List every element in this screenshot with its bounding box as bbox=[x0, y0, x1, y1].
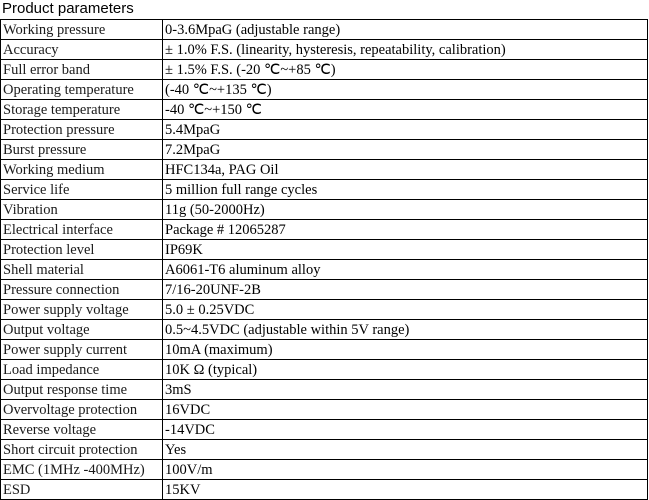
param-value: ± 1.5% F.S. (-20 ℃~+85 ℃) bbox=[163, 60, 648, 80]
param-value: 10K Ω (typical) bbox=[163, 360, 648, 380]
table-row bbox=[1, 260, 648, 280]
param-label: Short circuit protection bbox=[1, 440, 163, 460]
param-value: HFC134a, PAG Oil bbox=[163, 160, 648, 180]
param-value: 0-3.6MpaG (adjustable range) bbox=[163, 20, 648, 40]
param-value: -40 ℃~+150 ℃ bbox=[163, 100, 648, 120]
param-value: 5 million full range cycles bbox=[163, 180, 648, 200]
param-value: 5.4MpaG bbox=[163, 120, 648, 140]
table-row bbox=[1, 180, 648, 200]
param-label: EMC (1MHz -400MHz) bbox=[1, 460, 163, 480]
param-value: 15KV bbox=[163, 480, 648, 500]
table-row bbox=[1, 100, 648, 120]
param-label: Output voltage bbox=[1, 320, 163, 340]
table-row bbox=[1, 360, 648, 380]
param-value: 11g (50-2000Hz) bbox=[163, 200, 648, 220]
table-row bbox=[1, 440, 648, 460]
param-value: 100V/m bbox=[163, 460, 648, 480]
table-row bbox=[1, 160, 648, 180]
param-label: Protection pressure bbox=[1, 120, 163, 140]
param-label: Power supply voltage bbox=[1, 300, 163, 320]
table-row bbox=[1, 400, 648, 420]
param-label: Working pressure bbox=[1, 20, 163, 40]
param-label: Burst pressure bbox=[1, 140, 163, 160]
param-label: Full error band bbox=[1, 60, 163, 80]
param-label: Output response time bbox=[1, 380, 163, 400]
param-label: Shell material bbox=[1, 260, 163, 280]
table-row bbox=[1, 220, 648, 240]
table-row bbox=[1, 380, 648, 400]
param-label: Electrical interface bbox=[1, 220, 163, 240]
table-row bbox=[1, 460, 648, 480]
table-row bbox=[1, 60, 648, 80]
param-value: Yes bbox=[163, 440, 648, 460]
table-row bbox=[1, 480, 648, 500]
param-label: Power supply current bbox=[1, 340, 163, 360]
table-row bbox=[1, 340, 648, 360]
param-value: 3mS bbox=[163, 380, 648, 400]
table-row bbox=[1, 80, 648, 100]
table-row bbox=[1, 240, 648, 260]
param-value: 10mA (maximum) bbox=[163, 340, 648, 360]
param-value: 16VDC bbox=[163, 400, 648, 420]
param-value: IP69K bbox=[163, 240, 648, 260]
table-row bbox=[1, 20, 648, 40]
param-value: 7/16-20UNF-2B bbox=[163, 280, 648, 300]
table-row bbox=[1, 420, 648, 440]
param-label: Vibration bbox=[1, 200, 163, 220]
table-row bbox=[1, 320, 648, 340]
param-label: Reverse voltage bbox=[1, 420, 163, 440]
table-row bbox=[1, 280, 648, 300]
param-value: ± 1.0% F.S. (linearity, hysteresis, repeatability, calibration) bbox=[163, 40, 648, 60]
param-label: Pressure connection bbox=[1, 280, 163, 300]
param-value: 5.0 ± 0.25VDC bbox=[163, 300, 648, 320]
param-value: (-40 ℃~+135 ℃) bbox=[163, 80, 648, 100]
param-label: Load impedance bbox=[1, 360, 163, 380]
param-value: A6061-T6 aluminum alloy bbox=[163, 260, 648, 280]
param-label: Service life bbox=[1, 180, 163, 200]
table-row bbox=[1, 140, 648, 160]
param-value: 0.5~4.5VDC (adjustable within 5V range) bbox=[163, 320, 648, 340]
section-title: Product parameters bbox=[2, 0, 134, 17]
table-row bbox=[1, 300, 648, 320]
table-row bbox=[1, 120, 648, 140]
param-value: -14VDC bbox=[163, 420, 648, 440]
param-label: Overvoltage protection bbox=[1, 400, 163, 420]
param-value: 7.2MpaG bbox=[163, 140, 648, 160]
param-label: Accuracy bbox=[1, 40, 163, 60]
parameters-table bbox=[0, 19, 648, 500]
table-row bbox=[1, 200, 648, 220]
param-label: Operating temperature bbox=[1, 80, 163, 100]
param-value: Package # 12065287 bbox=[163, 220, 648, 240]
param-label: Storage temperature bbox=[1, 100, 163, 120]
param-label: ESD bbox=[1, 480, 163, 500]
table-row bbox=[1, 40, 648, 60]
param-label: Working medium bbox=[1, 160, 163, 180]
param-label: Protection level bbox=[1, 240, 163, 260]
